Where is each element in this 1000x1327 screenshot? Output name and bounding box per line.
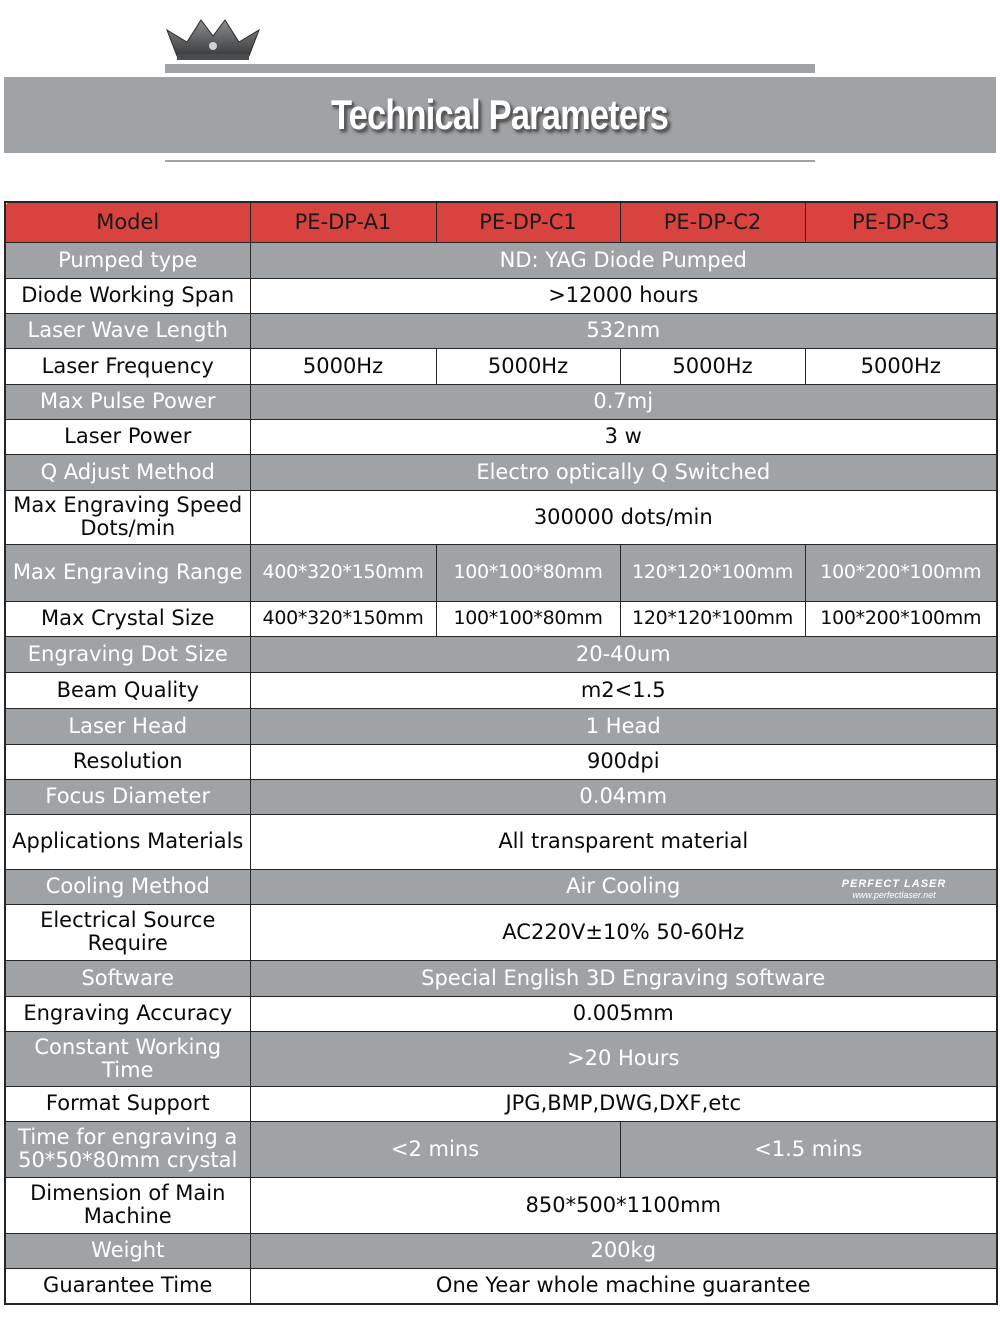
table-row [5,1268,997,1304]
row-label: Cooling Method [5,869,250,904]
row-label: Laser Wave Length [5,313,250,348]
row-label: Electrical Source Require [5,904,250,960]
row-value: 0.04mm [250,779,997,814]
row-label: Weight [5,1233,250,1268]
row-value: Special English 3D Engraving software [250,960,997,996]
row-value: 5000Hz [620,348,805,384]
row-value: 100*100*80mm [436,601,620,636]
row-value: 5000Hz [805,348,997,384]
row-value: Air Cooling [250,869,997,904]
row-value: 1 Head [250,708,997,744]
row-label: Max Engraving Speed Dots/min [5,490,250,544]
table-row [5,544,997,601]
row-value: 3 w [250,419,997,454]
row-label: Engraving Accuracy [5,996,250,1031]
crown-icon [163,12,263,62]
table-row [5,1031,997,1086]
row-value: 532nm [250,313,997,348]
row-value: ND: YAG Diode Pumped [250,242,997,278]
row-label: Max Crystal Size [5,601,250,636]
table-row [5,672,997,708]
row-value: <2 mins [250,1121,620,1177]
row-value: 200kg [250,1233,997,1268]
table-row [5,278,997,313]
table-row [5,454,997,490]
table-row-model [5,202,997,242]
row-value: 900dpi [250,744,997,779]
row-label: Software [5,960,250,996]
table-row [5,904,997,960]
row-label: Format Support [5,1086,250,1121]
row-value: AC220V±10% 50-60Hz [250,904,997,960]
watermark-name: PERFECT LASER [841,878,947,890]
title-banner [4,77,996,153]
watermark-logo [834,878,954,900]
row-label: Focus Diameter [5,779,250,814]
row-label: Laser Power [5,419,250,454]
row-value: 400*320*150mm [250,544,436,601]
row-value: Electro optically Q Switched [250,454,997,490]
table-row [5,708,997,744]
row-value: One Year whole machine guarantee [250,1268,997,1304]
cell-model-c2: PE-DP-C2 [620,202,805,242]
row-value: 5000Hz [250,348,436,384]
row-label: Engraving Dot Size [5,636,250,672]
row-value: >20 Hours [250,1031,997,1086]
table-row [5,348,997,384]
row-value: 100*200*100mm [805,601,997,636]
cell-model-c3: PE-DP-C3 [805,202,997,242]
row-value: 0.7mj [250,384,997,419]
row-label: Applications Materials [5,814,250,869]
table-row [5,960,997,996]
row-label: Diode Working Span [5,278,250,313]
row-value: 100*200*100mm [805,544,997,601]
cell-model-c1: PE-DP-C1 [436,202,620,242]
row-label: Model [5,202,250,242]
row-label: Time for engraving a 50*50*80mm crystal [5,1121,250,1177]
row-label: Dimension of Main Machine [5,1177,250,1233]
row-value: <1.5 mins [620,1121,997,1177]
row-value: >12000 hours [250,278,997,313]
row-label: Max Engraving Range [5,544,250,601]
row-label: Q Adjust Method [5,454,250,490]
table-row [5,996,997,1031]
watermark-url: www.perfectlaser.net [852,890,936,900]
row-value: m2<1.5 [250,672,997,708]
table-row [5,490,997,544]
row-value: 120*120*100mm [620,544,805,601]
table-row [5,1086,997,1121]
row-label: Max Pulse Power [5,384,250,419]
page-title: Technical Parameters [331,91,669,138]
row-value: 300000 dots/min [250,490,997,544]
row-label: Guarantee Time [5,1268,250,1304]
top-rule [165,64,815,73]
table-row [5,1233,997,1268]
row-value: 20-40um [250,636,997,672]
row-label: Constant Working Time [5,1031,250,1086]
row-label: Laser Frequency [5,348,250,384]
table-row [5,636,997,672]
table-row [5,814,997,869]
table-row [5,744,997,779]
table-row [5,1177,997,1233]
row-value: All transparent material [250,814,997,869]
row-value: 120*120*100mm [620,601,805,636]
table-row [5,419,997,454]
spec-table [4,201,998,1305]
row-value: JPG,BMP,DWG,DXF,etc [250,1086,997,1121]
row-value: 400*320*150mm [250,601,436,636]
table-row [5,601,997,636]
row-value: 850*500*1100mm [250,1177,997,1233]
table-row [5,313,997,348]
row-label: Laser Head [5,708,250,744]
cell-model-a1: PE-DP-A1 [250,202,436,242]
bottom-rule [165,160,815,162]
table-row [5,1121,997,1177]
row-label: Beam Quality [5,672,250,708]
row-label: Pumped type [5,242,250,278]
row-label: Resolution [5,744,250,779]
row-value: 5000Hz [436,348,620,384]
table-row [5,779,997,814]
table-row [5,384,997,419]
row-value: 100*100*80mm [436,544,620,601]
table-row [5,242,997,278]
row-value: 0.005mm [250,996,997,1031]
